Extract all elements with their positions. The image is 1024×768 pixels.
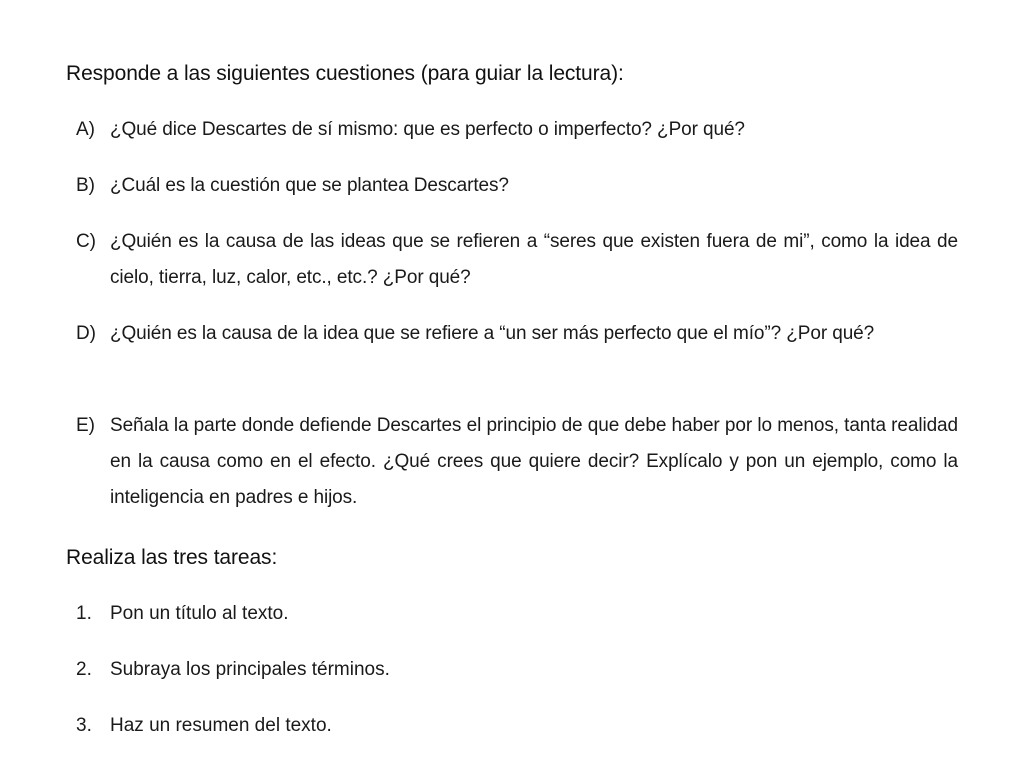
task-item-2: [76, 655, 958, 685]
question-marker: E): [76, 415, 95, 436]
task-marker: 2.: [76, 659, 92, 680]
question-item-d: [76, 316, 958, 352]
question-marker: B): [76, 175, 95, 196]
question-text: ¿Quién es la causa de la idea que se refiere a “un ser más perfecto que el mío”? ¿Por qué?: [110, 323, 875, 344]
task-item-3: [76, 711, 958, 741]
task-text: Subraya los principales términos.: [110, 659, 390, 680]
task-marker: 3.: [76, 715, 92, 736]
task-text: Pon un título al texto.: [110, 603, 289, 624]
questions-heading: Responde a las siguientes cuestiones (para guiar la lectura):: [66, 62, 624, 85]
task-text: Haz un resumen del texto.: [110, 715, 332, 736]
tasks-heading: Realiza las tres tareas:: [66, 546, 278, 569]
question-marker: D): [76, 323, 96, 344]
task-marker: 1.: [76, 603, 92, 624]
question-text: Señala la parte donde defiende Descartes el principio de que debe haber por lo menos, tanta realidad en la causa como en el efecto. ¿Qué crees que quiere decir? Explícalo y pon un ejemplo, como la inteligencia en padres e hijos.: [110, 415, 958, 508]
question-item-a: [76, 112, 958, 148]
question-text: ¿Qué dice Descartes de sí mismo: que es perfecto o imperfecto? ¿Por qué?: [110, 119, 745, 140]
question-marker: C): [76, 231, 96, 252]
question-text: ¿Quién es la causa de las ideas que se refieren a “seres que existen fuera de mi”, como la idea de cielo, tierra, luz, calor, etc., etc.? ¿Por qué?: [110, 231, 958, 288]
question-marker: A): [76, 119, 95, 140]
question-text: ¿Cuál es la cuestión que se plantea Descartes?: [110, 175, 509, 196]
task-item-1: [76, 599, 958, 629]
question-item-b: [76, 168, 958, 204]
question-item-e: [76, 408, 958, 516]
question-item-c: [76, 224, 958, 296]
